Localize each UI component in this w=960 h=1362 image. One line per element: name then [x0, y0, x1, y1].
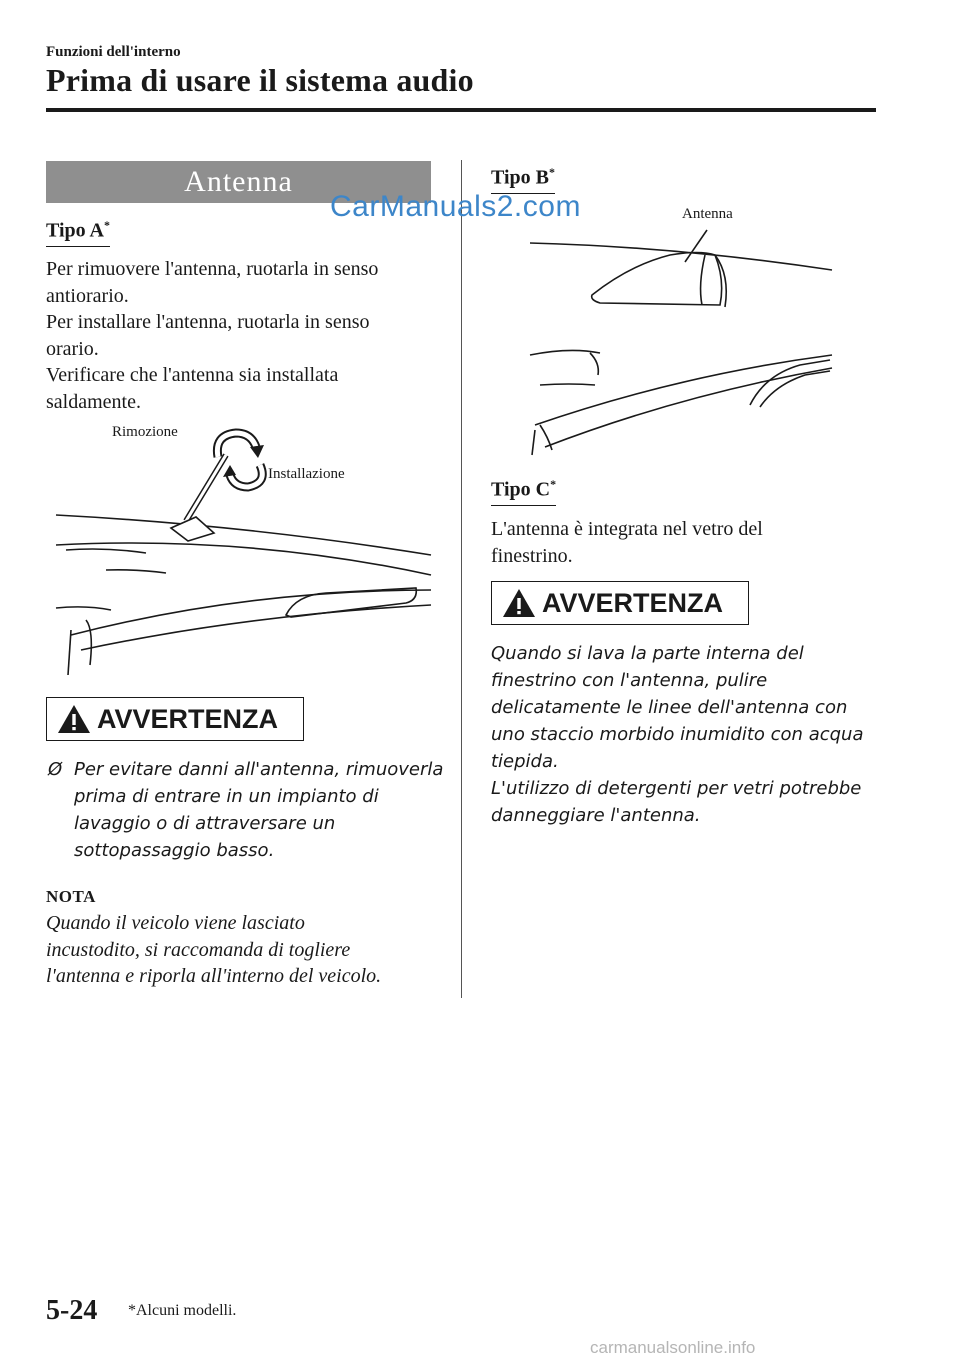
page-number: 5-24	[46, 1295, 98, 1326]
site-watermark: carmanualsonline.info	[590, 1338, 756, 1357]
warning-a-text: Per evitare danni all'antenna, rimuoverla prima di entrare in un impianto di lavaggio o di attraversare un sottopassaggio basso.	[74, 759, 444, 861]
warning-a-bullet: Ø	[48, 759, 63, 780]
tipo-c-heading: Tipo C*	[491, 477, 556, 506]
page-title: Prima di usare il sistema audio	[46, 62, 474, 98]
illustration-antenna-tipo-b	[520, 225, 840, 460]
tipo-a-text: Per rimuovere l'antenna, ruotarla in senso antiorario. Per installare l'antenna, ruotarla in senso orario. Verificare che l'antenna sia installata saldamente.	[46, 258, 379, 413]
tipo-c-text: L'antenna è integrata nel vetro del finestrino.	[491, 518, 763, 567]
label-antenna: Antenna	[682, 206, 733, 222]
warning-triangle-icon	[57, 703, 91, 735]
tipo-a-heading: Tipo A*	[46, 218, 110, 247]
nota-text: Quando il veicolo viene lasciato incustodito, si raccomanda di togliere l'antenna e riporla all'interno del veicolo.	[46, 912, 382, 987]
tipo-b-heading: Tipo B*	[491, 165, 555, 194]
title-rule	[46, 108, 876, 112]
footnote: *Alcuni modelli.	[128, 1302, 237, 1319]
warning-label-c: AVVERTENZA	[542, 587, 724, 618]
label-rimozione: Rimozione	[112, 424, 178, 440]
warning-triangle-icon	[502, 587, 536, 619]
section-name: Funzioni dell'interno	[46, 44, 181, 60]
column-divider	[461, 160, 462, 998]
warning-label-a: AVVERTENZA	[97, 703, 279, 734]
section-banner: Antenna	[46, 161, 431, 203]
label-installazione: Installazione	[268, 466, 345, 482]
warning-box-c	[491, 581, 749, 625]
illustration-antenna-tipo-a	[46, 425, 436, 680]
watermark-logo: CarManuals2.com	[330, 190, 581, 223]
antenna-mast-icon	[171, 455, 226, 541]
nota-heading: NOTA	[46, 887, 96, 906]
warning-box-a	[46, 697, 304, 741]
warning-c-text: Quando si lava la parte interna del finestrino con l'antenna, pulire delicatamente le linee dell'antenna con uno staccio morbido inumidito con acqua tiepida. L'utilizzo di detergenti per vetri potrebbe danneggiare l'antenna.	[491, 643, 864, 826]
